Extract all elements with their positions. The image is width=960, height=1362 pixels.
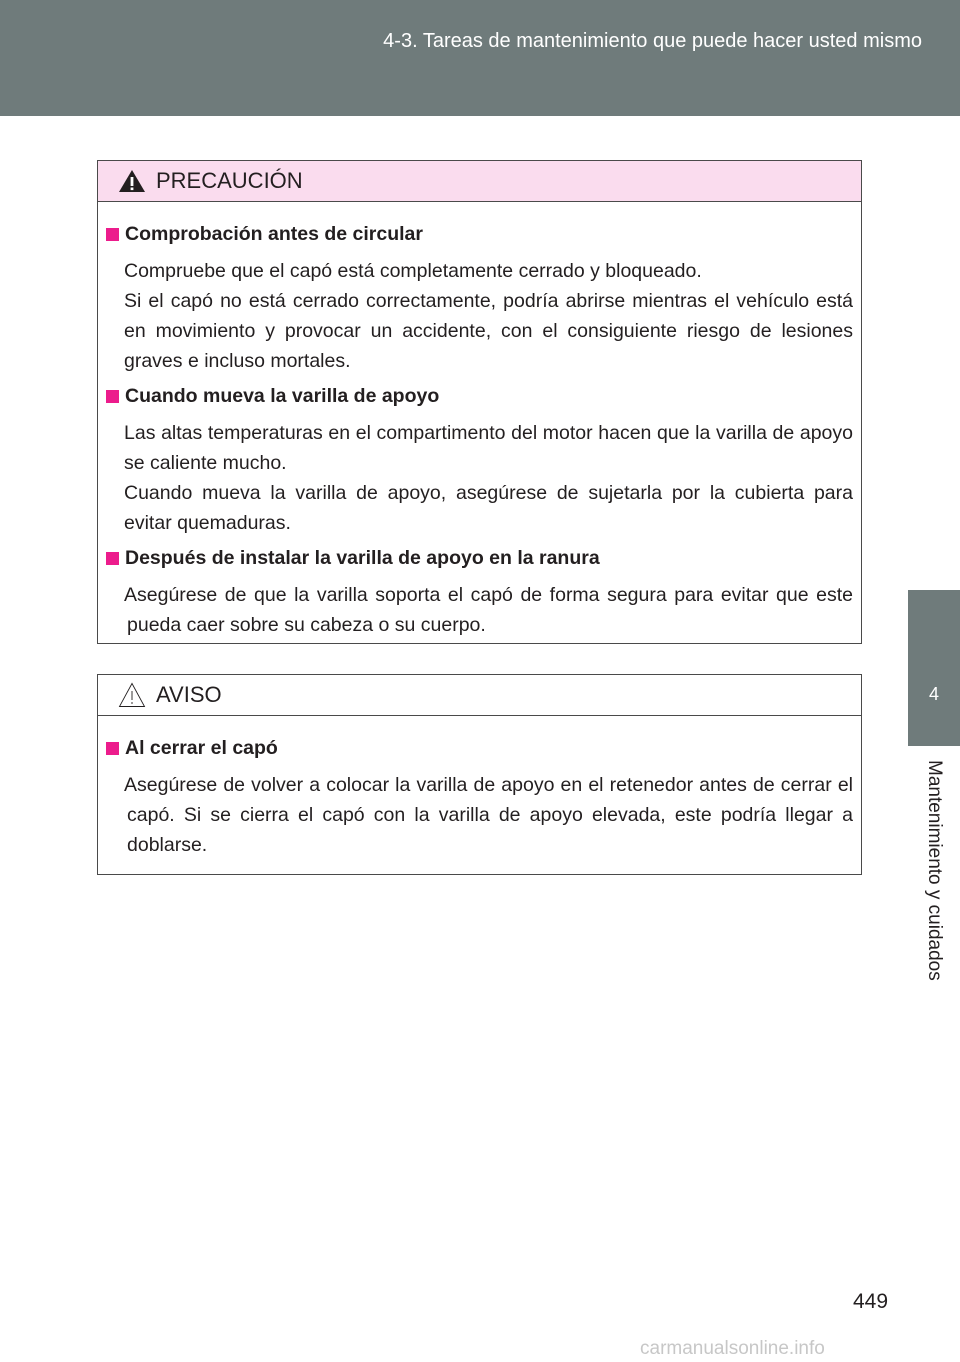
heading-text: Cuando mueva la varilla de apoyo <box>125 385 440 407</box>
paragraph: Las altas temperaturas en el compartimento del motor hacen que la varilla de apoyo se caliente mucho. <box>124 422 853 474</box>
page-number: 449 <box>853 1290 889 1313</box>
chapter-label: Mantenimiento y cuidados <box>924 760 945 981</box>
chapter-tab <box>908 590 960 746</box>
notice-item-heading <box>106 736 853 760</box>
notice-header <box>98 675 861 716</box>
caution-item-heading <box>106 546 853 570</box>
notice-title: AVISO <box>156 682 222 707</box>
square-bullet-icon <box>106 390 119 403</box>
heading-text: Al cerrar el capó <box>125 737 278 759</box>
caution-body <box>98 202 861 662</box>
section-title: 4-3. Tareas de mantenimiento que puede hacer usted mismo <box>383 30 922 52</box>
square-bullet-icon <box>106 228 119 241</box>
paragraph: Cuando mueva la varilla de apoyo, asegúrese de sujetarla por la cubierta para evitar quemaduras. <box>124 482 853 534</box>
paragraph: Asegúrese de volver a colocar la varilla de apoyo en el retenedor antes de cerrar el capó. Si se cierra el capó con la varilla de apoyo elevada, este podría llegar a doblarse. <box>124 774 853 856</box>
warning-filled-icon <box>118 169 146 193</box>
page-header <box>0 0 960 116</box>
heading-text: Comprobación antes de circular <box>125 223 423 245</box>
notice-body <box>98 716 861 882</box>
chapter-number: 4 <box>928 684 939 704</box>
warning-outline-icon <box>118 682 146 708</box>
caution-box <box>97 160 862 644</box>
caution-title: PRECAUCIÓN <box>156 168 303 193</box>
paragraph: Compruebe que el capó está completamente cerrado y bloqueado. <box>124 260 702 282</box>
chapter-label-container <box>904 760 960 1000</box>
caution-item-heading <box>106 384 853 408</box>
paragraph: Asegúrese de que la varilla soporta el capó de forma segura para evitar que este pueda caer sobre su cabeza o su cuerpo. <box>124 584 853 636</box>
paragraph: Si el capó no está cerrado correctamente, podría abrirse mientras el vehículo está en movimiento y provocar un accidente, con el consiguiente riesgo de lesiones graves e incluso mortales. <box>124 290 853 372</box>
watermark: carmanualsonline.info <box>640 1338 825 1359</box>
square-bullet-icon <box>106 552 119 565</box>
square-bullet-icon <box>106 742 119 755</box>
caution-header <box>98 161 861 202</box>
notice-box <box>97 674 862 875</box>
caution-item-heading <box>106 222 853 246</box>
heading-text: Después de instalar la varilla de apoyo en la ranura <box>125 547 600 569</box>
